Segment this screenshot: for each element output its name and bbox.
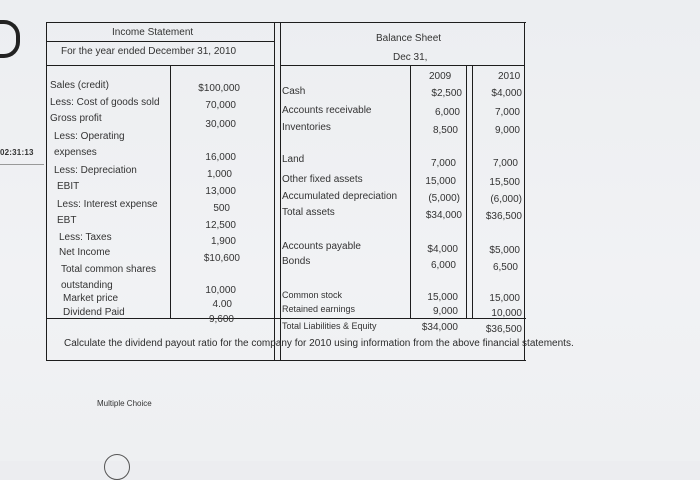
- income-row-label: EBT: [57, 215, 77, 226]
- income-row-label: Sales (credit): [50, 80, 109, 91]
- balance-row-label: Accumulated depreciation: [282, 191, 398, 202]
- income-row-label: Less: Operating: [54, 131, 125, 142]
- balance-row-label: Accounts receivable: [282, 105, 372, 116]
- income-row-amount: 9,600: [208, 314, 234, 325]
- balance-row-2009: 9,000: [432, 306, 458, 317]
- income-row-amount: 16,000: [205, 152, 236, 163]
- income-title-underline: [46, 41, 274, 42]
- income-row-label: Market price: [63, 293, 119, 304]
- income-row-amount: 10,000: [205, 285, 236, 296]
- balance-row-2010: $4,000: [491, 88, 522, 99]
- balance-row-label: Total assets: [282, 207, 335, 218]
- balance-row-label: Other fixed assets: [282, 174, 363, 185]
- balance-row-2010: 10,000: [491, 308, 522, 319]
- balance-row-2009: 6,000: [434, 107, 460, 118]
- statement-divider: [274, 22, 275, 360]
- income-row-label: Net Income: [59, 247, 111, 258]
- balance-row-2009: $4,000: [427, 244, 458, 255]
- balance-row-label: Total Liabilities & Equity: [282, 321, 377, 331]
- income-row-amount: 70,000: [205, 100, 236, 111]
- income-row-amount: 30,000: [205, 119, 236, 130]
- financial-statements-table: [46, 22, 526, 360]
- income-statement-title: Income Statement: [112, 27, 194, 38]
- balance-row-label: Retained earnings: [282, 304, 356, 314]
- balance-row-label: Cash: [282, 86, 306, 97]
- balance-row-2009: (5,000): [428, 193, 460, 204]
- multiple-choice-label: Multiple Choice: [97, 399, 152, 408]
- income-subtitle-underline: [46, 65, 274, 66]
- income-row-amount: 13,000: [205, 186, 236, 197]
- timer-underline: [0, 164, 44, 165]
- income-row-label: Less: Cost of goods sold: [50, 97, 160, 108]
- balance-row-2009: $2,500: [431, 88, 462, 99]
- income-row-label: Less: Interest expense: [57, 199, 158, 210]
- balance-row-2010: $5,000: [489, 245, 520, 256]
- income-row-label: Gross profit: [50, 113, 102, 124]
- table-top-border: [46, 22, 526, 23]
- balance-row-label: Land: [282, 154, 305, 165]
- income-row-amount: $100,000: [198, 83, 240, 94]
- balance-sheet-title: Balance Sheet: [376, 33, 442, 44]
- balance-row-2009: 6,000: [430, 260, 456, 271]
- balance-row-2009: 8,500: [432, 125, 458, 136]
- timer-text: 02:31:13: [0, 148, 34, 157]
- income-row-label: EBIT: [57, 181, 80, 192]
- balance-row-2010: 7,000: [492, 158, 518, 169]
- answer-option-radio[interactable]: [104, 454, 130, 480]
- income-row-amount: 12,500: [205, 220, 236, 231]
- balance-year-divider-double: [472, 65, 473, 318]
- question-text: Calculate the dividend payout ratio for the company for 2010 using information from the above financial statements.: [64, 338, 574, 349]
- balance-row-label: Common stock: [282, 290, 343, 300]
- income-row-label: Dividend Paid: [63, 307, 125, 318]
- income-row-label: Less: Taxes: [59, 232, 112, 243]
- balance-row-label: Accounts payable: [282, 241, 361, 252]
- table-bottom-border: [46, 360, 526, 361]
- income-amount-divider: [170, 65, 171, 318]
- balance-row-2009: 15,000: [427, 292, 458, 303]
- balance-row-2010: 15,000: [489, 293, 520, 304]
- income-row-label: Less: Depreciation: [54, 165, 137, 176]
- balance-year-divider: [466, 65, 467, 318]
- balance-row-label: Inventories: [282, 122, 331, 133]
- year-2010-header: 2010: [498, 71, 521, 82]
- balance-label-divider: [410, 65, 411, 318]
- income-row-label: outstanding: [61, 280, 113, 291]
- balance-row-label: Bonds: [282, 256, 311, 267]
- income-row-amount: 500: [213, 203, 230, 214]
- table-right-border: [524, 22, 525, 360]
- income-row-label: expenses: [54, 147, 97, 158]
- balance-row-2010: 6,500: [492, 262, 518, 273]
- balance-row-2010: $36,500: [485, 324, 522, 335]
- balance-header-underline: [280, 65, 524, 66]
- balance-row-2010: (6,000): [490, 194, 522, 205]
- balance-row-2009: 7,000: [430, 158, 456, 169]
- balance-row-2010: 15,500: [489, 177, 520, 188]
- table-left-border: [46, 22, 47, 360]
- balance-sheet-subtitle: Dec 31,: [393, 52, 428, 63]
- income-row-amount: 1,000: [206, 169, 232, 180]
- balance-row-2009: $34,000: [421, 322, 458, 333]
- balance-row-2010: $36,500: [485, 211, 522, 222]
- income-row-amount: 1,900: [210, 236, 236, 247]
- income-row-amount: $10,600: [203, 253, 240, 264]
- balance-row-2010: 9,000: [494, 125, 520, 136]
- close-paren-glyph: [0, 20, 20, 58]
- income-statement-subtitle: For the year ended December 31, 2010: [61, 46, 237, 57]
- balance-row-2009: 15,000: [425, 176, 456, 187]
- year-2009-header: 2009: [429, 71, 452, 82]
- income-row-label: Total common shares: [61, 264, 157, 275]
- balance-row-2009: $34,000: [425, 210, 462, 221]
- income-row-amount: 4.00: [212, 299, 232, 310]
- balance-row-2010: 7,000: [494, 107, 520, 118]
